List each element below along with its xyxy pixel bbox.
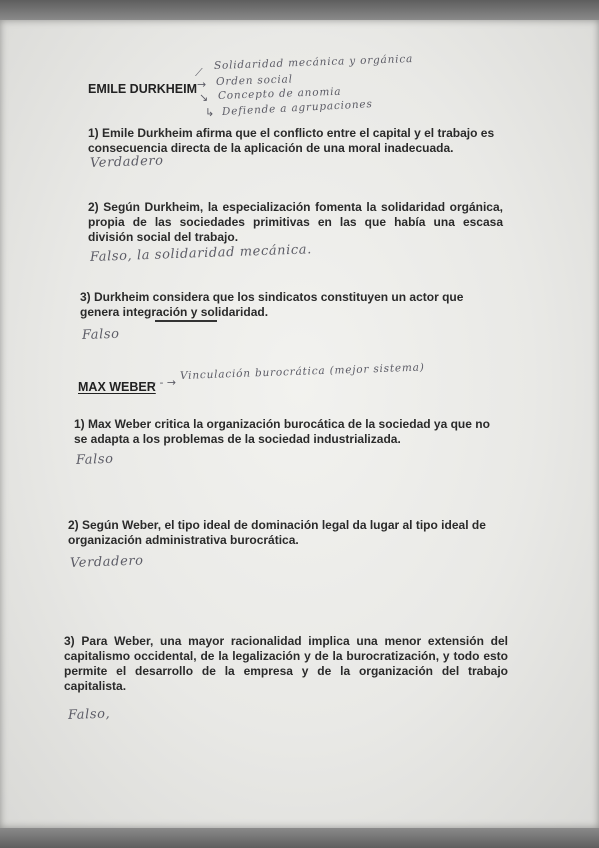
durkheim-note-2: Orden social <box>215 73 294 88</box>
arrow-icon: → <box>197 78 207 91</box>
durkheim-heading: EMILE DURKHEIM <box>88 82 198 96</box>
durkheim-question-2: 2) Según Durkheim, la especialización fomenta la solidaridad orgánica, propia de las sociedades primitivas en las que había una escasa división social del trabajo. <box>88 200 503 244</box>
arrow-icon: ↘ <box>199 91 209 104</box>
arrow-icon: ⟋ <box>195 66 203 79</box>
weber-question-2: 2) Según Weber, el tipo ideal de dominación legal da lugar al tipo ideal de organización administrativa burocrática. <box>68 518 486 547</box>
weber-note: Vinculación burocrática (mejor sistema) <box>179 361 425 382</box>
durkheim-answer-2: Falso, la solidaridad mecánica. <box>89 242 313 265</box>
weber-question-1: 1) Max Weber critica la organización burocática de la sociedad ya que no se adapta a los problemas de la sociedad industrializada. <box>74 417 490 446</box>
durkheim-note-3: Concepto de anomia <box>217 85 342 102</box>
handwritten-underline <box>155 320 217 322</box>
durkheim-note-4: Defiende a agrupaciones <box>221 98 373 118</box>
document-page <box>0 20 599 828</box>
weber-heading: MAX WEBER <box>78 380 156 394</box>
durkheim-note-1: Solidaridad mecánica y orgánica <box>213 53 414 72</box>
weber-answer-3: Falso, <box>67 706 111 723</box>
arrow-icon: ↳ <box>205 106 215 119</box>
weber-question-3: 3) Para Weber, una mayor racionalidad implica una menor extensión del capitalismo occidental, de la legalización y de la burocratización, y todo esto permite el desarrollo de la empresa y de la organización del trabajo capitalista. <box>64 634 508 693</box>
durkheim-answer-3: Falso <box>81 326 120 343</box>
weber-answer-1: Falso <box>75 451 114 468</box>
arrow-icon: - - → <box>152 376 177 389</box>
weber-answer-2: Verdadero <box>69 553 144 571</box>
durkheim-answer-1: Verdadero <box>89 153 164 171</box>
durkheim-question-1: 1) Emile Durkheim afirma que el conflicto entre el capital y el trabajo es consecuencia directa de la aplicación de una moral inadecuada. <box>88 126 495 155</box>
durkheim-question-3: 3) Durkheim considera que los sindicatos constituyen un actor que genera integración y solidaridad. <box>80 290 464 319</box>
